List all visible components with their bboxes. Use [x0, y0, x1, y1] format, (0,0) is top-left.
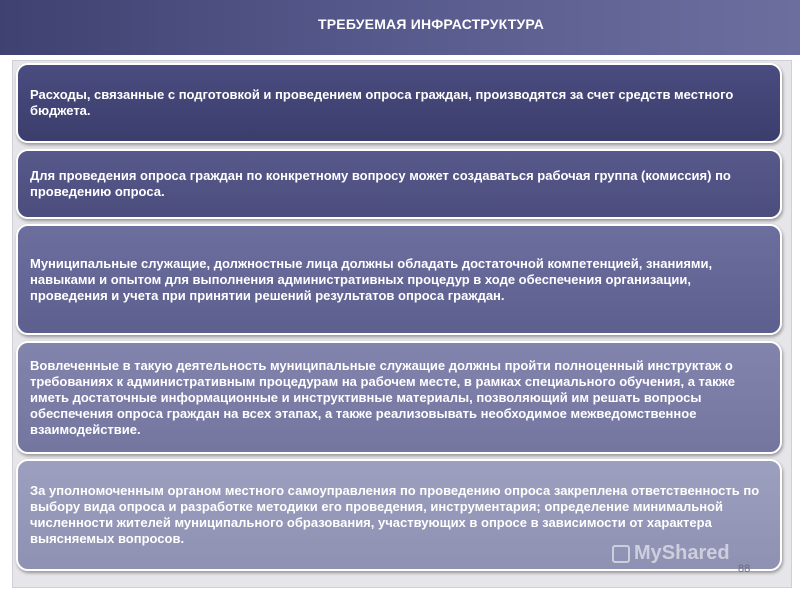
- info-block-text: Муниципальные служащие, должностные лица должны обладать достаточной компетенцией, знаниями, навыками и опытом для выполнения административных процедур в ходе обеспечения организации, проведения и учета при принятии решений результатов опроса граждан.: [30, 255, 713, 303]
- presentation-icon: [612, 545, 630, 563]
- info-block-competence: [16, 224, 782, 335]
- info-block-text: Вовлеченные в такую деятельность муниципальные служащие должны пройти полноценный инструктаж о требованиях к административным процедурам на рабочем месте, в рамках специального обучения, а также иметь достаточные информационные и инструктивные материалы, позволяющий им решать вопросы обеспечения опроса граждан на всех этапах, а также реализовывать необходимое межведомственное взаимодействие.: [30, 357, 735, 437]
- slide-title: ТРЕБУЕМАЯ ИНФРАСТРУКТУРА: [318, 16, 545, 32]
- info-block-text: За уполномоченным органом местного самоуправления по проведению опроса закреплена ответственность по выбору вида опроса и разработке методики его проведения, инструментария; определение минимальной численности жителей муниципального образования, участвующих в опросе в зависимости от характера выясняемых вопросов.: [30, 483, 760, 546]
- info-block-budget: [16, 63, 782, 143]
- info-block-training: [16, 341, 782, 454]
- slide-header: [0, 0, 800, 55]
- info-block-text: Для проведения опроса граждан по конкретному вопросу может создаваться рабочая группа (комиссия) по проведению опроса.: [30, 168, 731, 199]
- watermark-logo: [612, 542, 730, 565]
- page-number: 88: [738, 563, 751, 575]
- watermark-text: MyShared: [634, 542, 730, 564]
- info-block-working-group: [16, 149, 782, 219]
- info-block-text: Расходы, связанные с подготовкой и проведением опроса граждан, производятся за счет средств местного бюджета.: [30, 87, 734, 118]
